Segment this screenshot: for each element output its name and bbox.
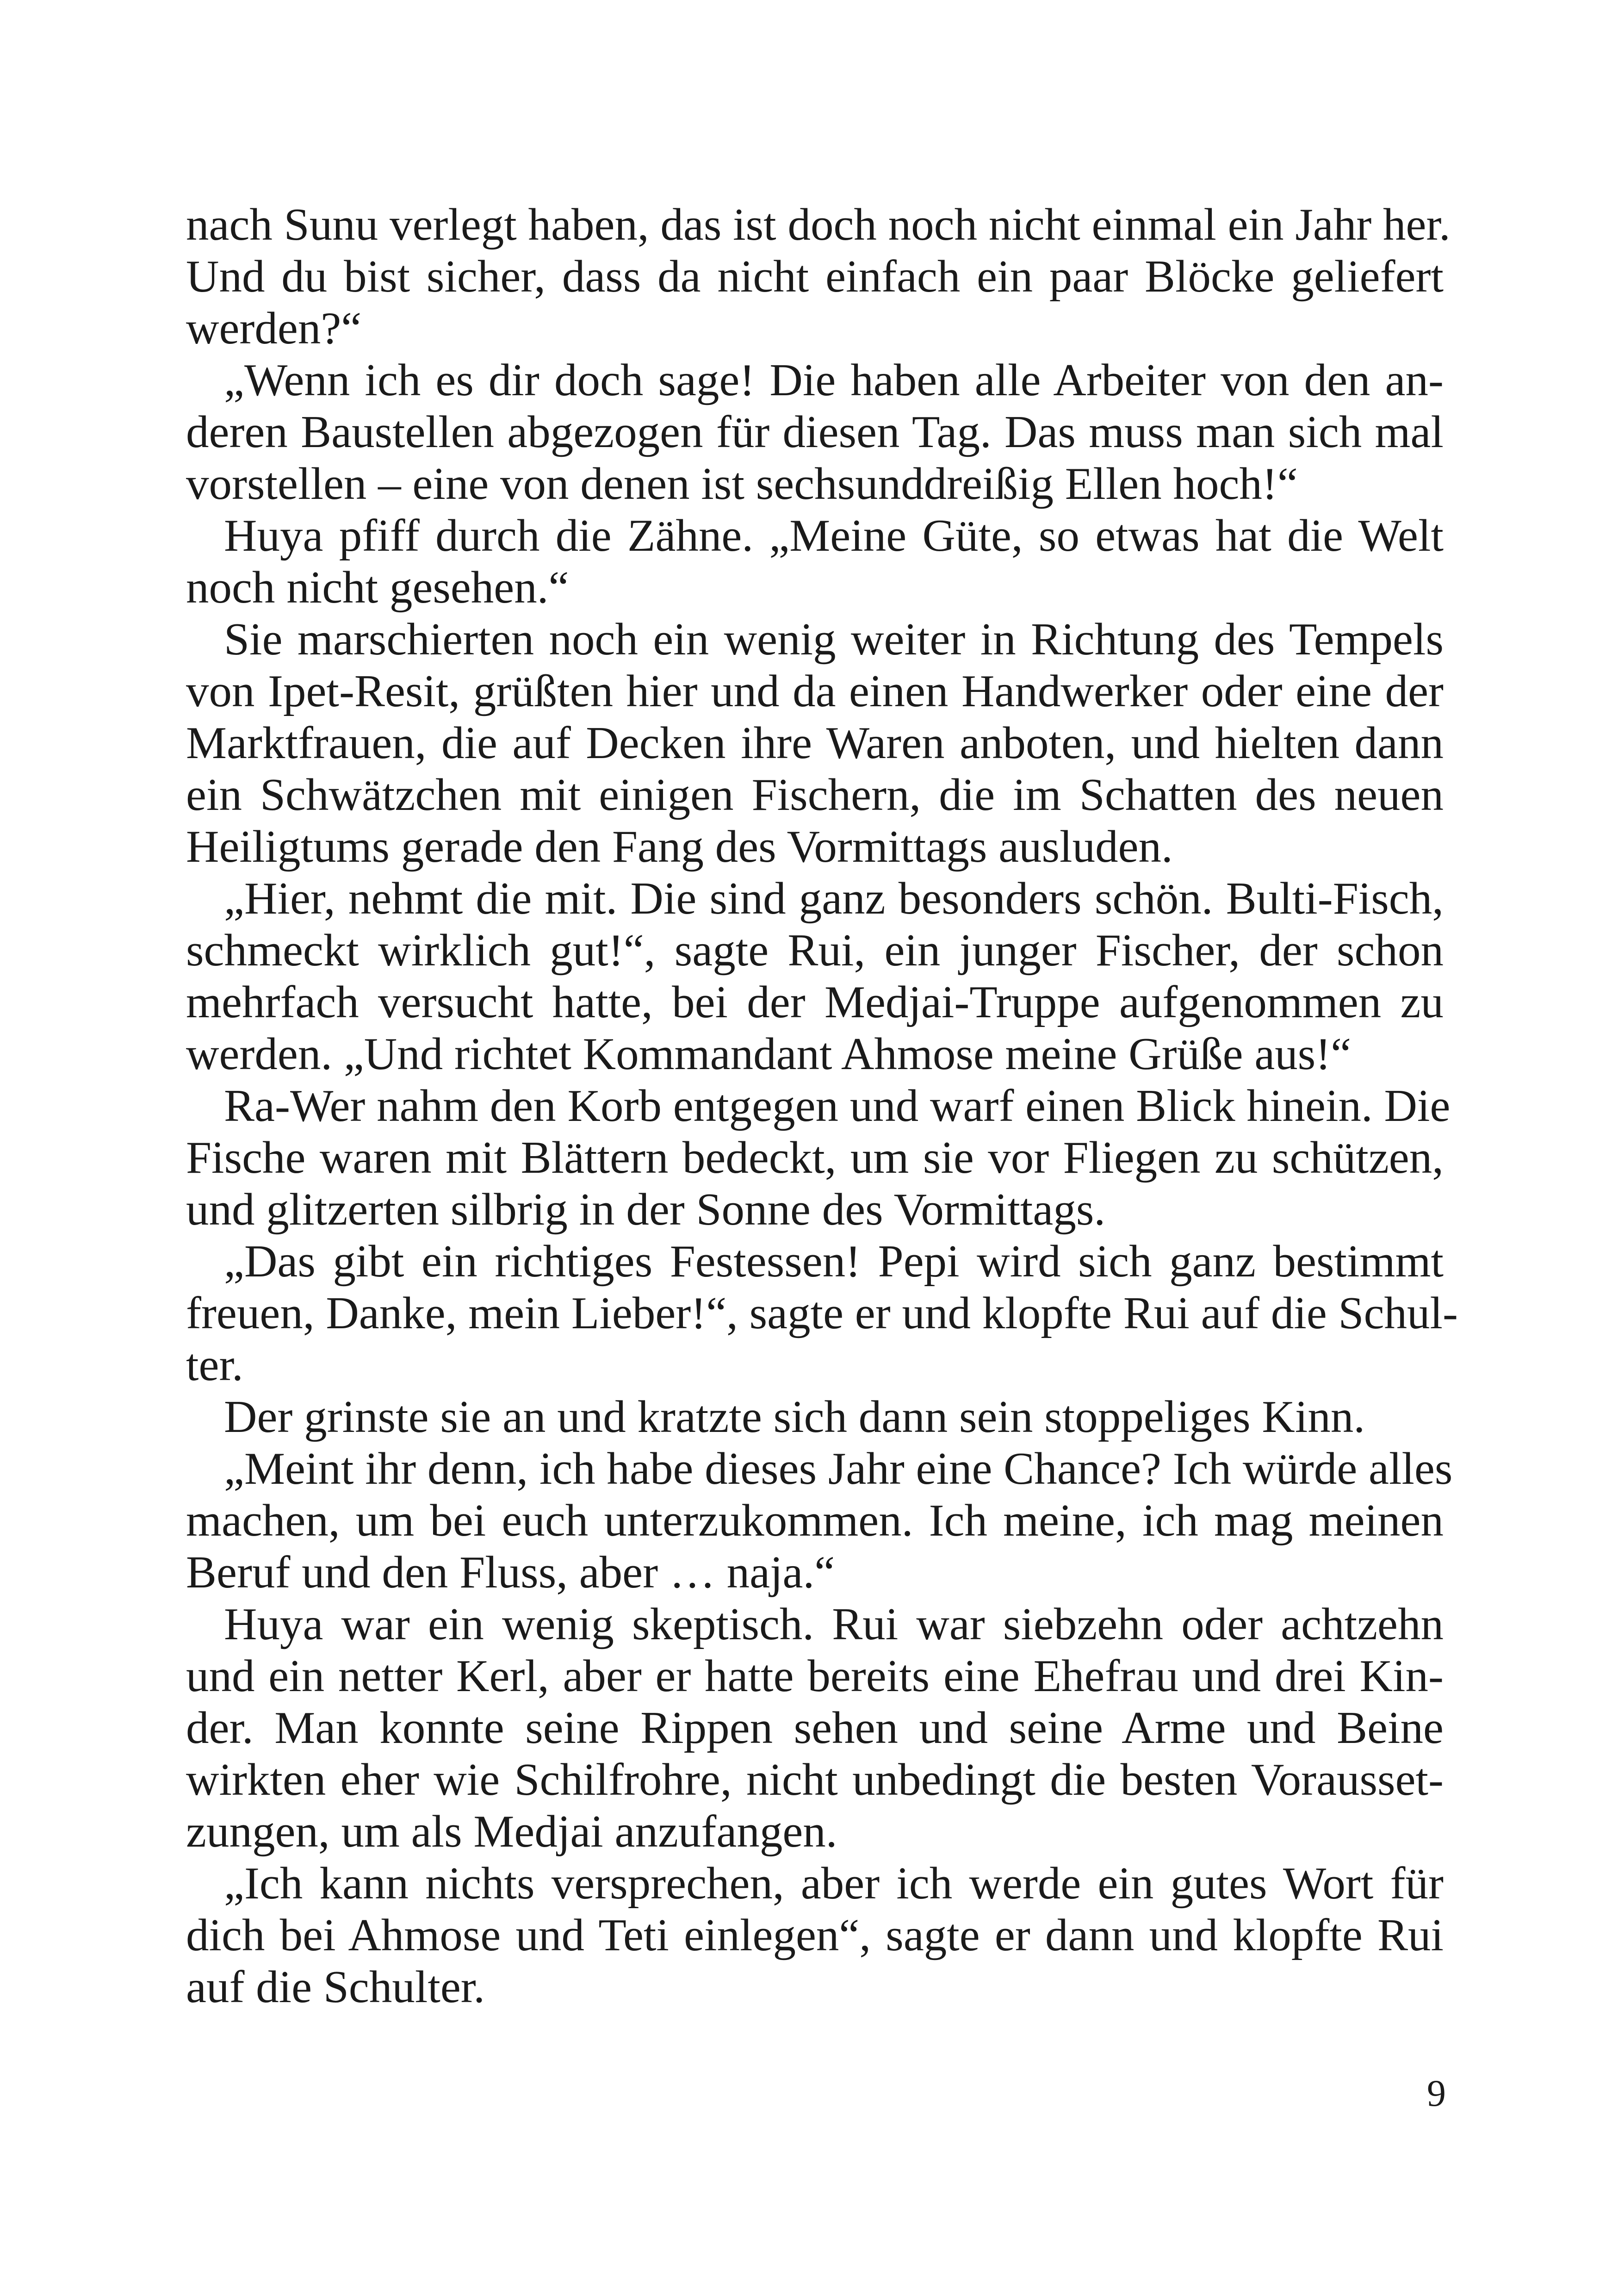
text-line: Sie marschierten noch ein wenig weiter in Richtung des Tempels [224, 614, 1444, 665]
paragraph [186, 1391, 1444, 1443]
text-line: deren Baustellen abgezogen für diesen Tag. Das muss man sich mal [186, 407, 1444, 457]
page-number: 9 [1427, 2072, 1446, 2114]
paragraph [186, 1080, 1451, 1236]
text-line: Heiligtums gerade den Fang des Vormittags ausluden. [186, 821, 1173, 872]
text-line: Fische waren mit Blättern bedeckt, um sie vor Fliegen zu schützen, [186, 1132, 1444, 1183]
text-line: freuen, Danke, mein Lieber!“, sagte er und klopfte Rui auf die Schul- [186, 1288, 1458, 1338]
text-line: Marktfrauen, die auf Decken ihre Waren anboten, und hielten dann [186, 718, 1444, 768]
text-line: Der grinste sie an und kratzte sich dann sein stoppeliges Kinn. [224, 1392, 1365, 1442]
paragraph [186, 1599, 1444, 1858]
text-line: „Hier, nehmt die mit. Die sind ganz besonders schön. Bulti-Fisch, [224, 873, 1444, 924]
text-line: machen, um bei euch unterzukommen. Ich meine, ich mag meinen [186, 1495, 1444, 1546]
text-line: Ra-Wer nahm den Korb entgegen und warf einen Blick hinein. Die [224, 1081, 1451, 1131]
text-line: Huya pfiff durch die Zähne. „Meine Güte, so etwas hat die Welt [224, 510, 1444, 561]
text-line: werden?“ [186, 303, 362, 354]
text-line: wirkten eher wie Schilfrohre, nicht unbedingt die besten Vorausset- [186, 1755, 1444, 1805]
text-line: und ein netter Kerl, aber er hatte bereits eine Ehefrau und drei Kin- [186, 1651, 1444, 1701]
text-line: werden. „Und richtet Kommandant Ahmose meine Grüße aus!“ [186, 1029, 1351, 1079]
text-line: „Meint ihr denn, ich habe dieses Jahr eine Chance? Ich würde alles [224, 1444, 1453, 1494]
text-line: nach Sunu verlegt haben, das ist doch noch nicht einmal ein Jahr her. [186, 199, 1451, 250]
text-line: von Ipet-Resit, grüßten hier und da einen Handwerker oder eine der [186, 666, 1444, 716]
text-line: vorstellen – eine von denen ist sechsunddreißig Ellen hoch!“ [186, 459, 1298, 509]
paragraph [186, 355, 1444, 510]
paragraph [186, 1236, 1458, 1391]
paragraph [186, 510, 1444, 614]
text-line: dich bei Ahmose und Teti einlegen“, sagte er dann und klopfte Rui [186, 1910, 1444, 1960]
paragraph [186, 1443, 1453, 1599]
text-line: Huya war ein wenig skeptisch. Rui war siebzehn oder achtzehn [224, 1599, 1444, 1649]
text-line: ter. [186, 1340, 243, 1390]
text-line: noch nicht gesehen.“ [186, 562, 569, 613]
paragraph [186, 614, 1444, 873]
text-line: zungen, um als Medjai anzufangen. [186, 1806, 837, 1857]
text-line: Beruf und den Fluss, aber … naja.“ [186, 1547, 835, 1598]
text-line: schmeckt wirklich gut!“, sagte Rui, ein junger Fischer, der schon [186, 925, 1444, 976]
text-line: „Das gibt ein richtiges Festessen! Pepi wird sich ganz bestimmt [224, 1236, 1444, 1287]
text-line: der. Man konnte seine Rippen sehen und seine Arme und Beine [186, 1703, 1444, 1753]
text-line: „Ich kann nichts versprechen, aber ich werde ein gutes Wort für [224, 1858, 1444, 1909]
text-line: Und du bist sicher, dass da nicht einfach ein paar Blöcke geliefert [186, 251, 1444, 302]
text-line: und glitzerten silbrig in der Sonne des Vormittags. [186, 1184, 1106, 1235]
text-line: auf die Schulter. [186, 1962, 485, 2012]
paragraph [186, 873, 1444, 1080]
text-line: ein Schwätzchen mit einigen Fischern, die im Schatten des neuen [186, 770, 1444, 820]
text-line: mehrfach versucht hatte, bei der Medjai-Truppe aufgenommen zu [186, 977, 1444, 1027]
text-line: „Wenn ich es dir doch sage! Die haben alle Arbeiter von den an- [224, 355, 1444, 405]
paragraph [186, 1858, 1444, 2013]
paragraph [186, 199, 1451, 355]
body-text [186, 199, 1458, 2013]
